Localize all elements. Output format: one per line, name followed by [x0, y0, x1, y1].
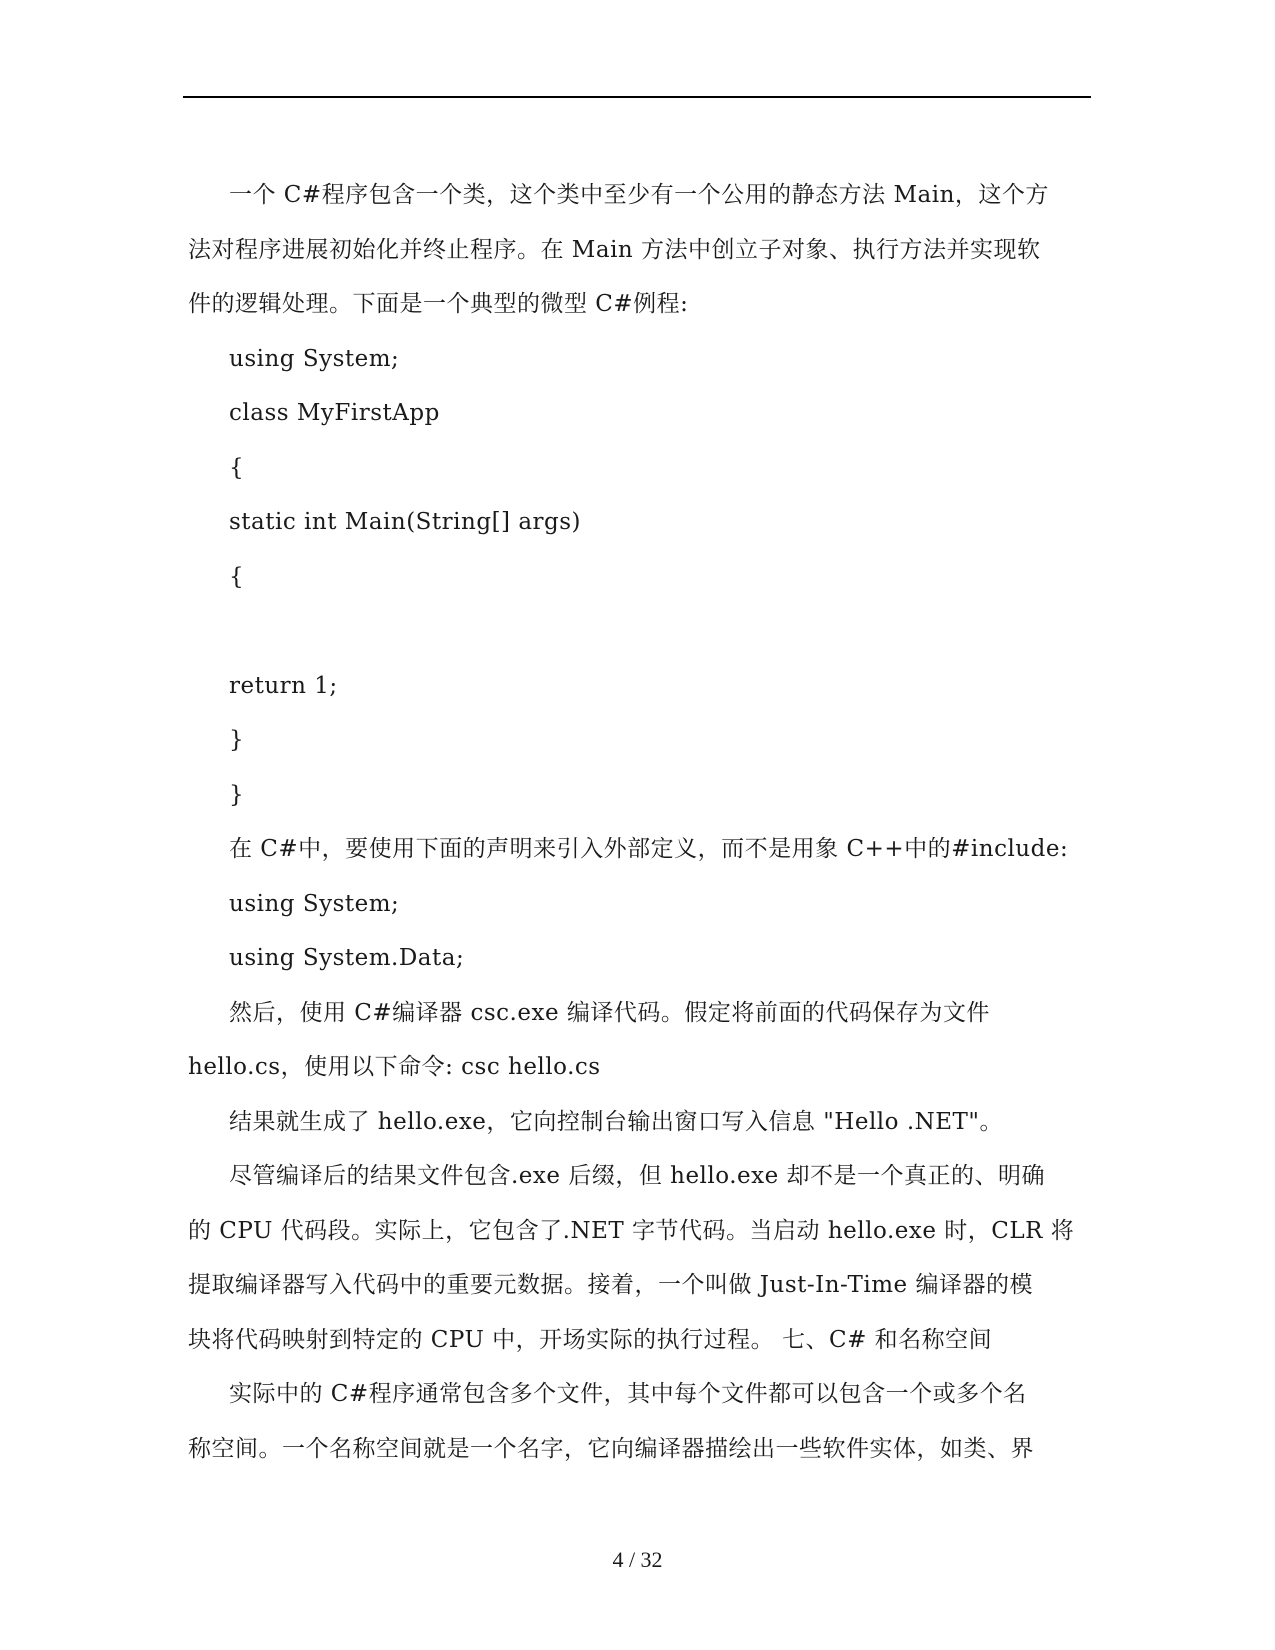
paragraph-line: 件的逻辑处理。下面是一个典型的微型 C#例程:: [188, 291, 689, 317]
code-line: }: [229, 781, 245, 808]
code-line: using System.Data;: [229, 945, 465, 971]
code-line: {: [229, 563, 245, 590]
paragraph-line: 尽管编译后的结果文件包含.exe 后缀，但 hello.exe 却不是一个真正的、明确: [229, 1163, 1046, 1189]
paragraph-line: 的 CPU 代码段。实际上，它包含了.NET 字节代码。当启动 hello.exe 时，CLR 将: [188, 1217, 1075, 1244]
header-rule: [183, 96, 1091, 98]
code-line: using System;: [229, 345, 400, 372]
code-line: }: [229, 727, 245, 753]
code-line: static int Main(String[] args): [229, 509, 582, 535]
page-number: 4 / 32: [612, 1547, 663, 1572]
code-line: return 1;: [229, 672, 338, 699]
blank-line: [188, 604, 1088, 659]
document-body: [188, 168, 1088, 1476]
code-line: {: [229, 454, 245, 481]
code-line: class MyFirstApp: [229, 400, 440, 426]
paragraph-line: 结果就生成了 hello.exe，它向控制台输出窗口写入信息 "Hello .NET"。: [229, 1108, 1003, 1135]
paragraph-line: 然后，使用 C#编译器 csc.exe 编译代码。假定将前面的代码保存为文件: [229, 999, 990, 1026]
paragraph-line: 提取编译器写入代码中的重要元数据。接着，一个叫做 Just-In-Time 编译器的模: [188, 1272, 1033, 1298]
paragraph-line: 在 C#中，要使用下面的声明来引入外部定义，而不是用象 C++中的#include:: [229, 836, 1069, 862]
paragraph-line: 实际中的 C#程序通常包含多个文件，其中每个文件都可以包含一个或多个名: [229, 1381, 1027, 1407]
paragraph-line: 法对程序进展初始化并终止程序。在 Main 方法中创立子对象、执行方法并实现软: [188, 236, 1041, 263]
paragraph-line: 一个 C#程序包含一个类，这个类中至少有一个公用的静态方法 Main，这个方: [229, 182, 1049, 208]
paragraph-line: 称空间。一个名称空间就是一个名字，它向编译器描绘出一些软件实体，如类、界: [188, 1435, 1034, 1462]
paragraph-line: 块将代码映射到特定的 CPU 中，开场实际的执行过程。 七、C# 和名称空间: [188, 1326, 993, 1353]
code-line: using System;: [229, 890, 400, 917]
paragraph-line: hello.cs，使用以下命令: csc hello.cs: [188, 1054, 601, 1080]
